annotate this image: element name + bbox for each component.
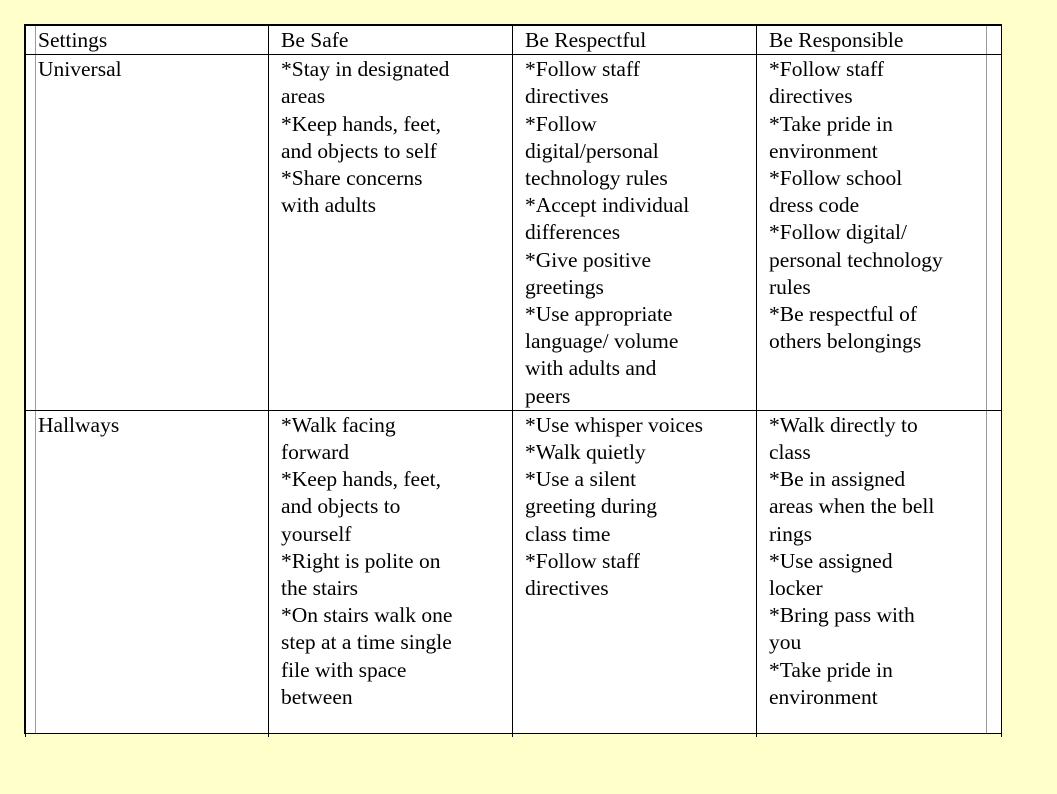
- cell-line: *Use appropriate: [525, 302, 673, 327]
- cell-universal-be-safe: [269, 55, 513, 411]
- cell-line: dress code: [769, 193, 860, 218]
- cell-line: directives: [525, 84, 609, 109]
- cell-line: directives: [525, 576, 609, 601]
- cell-line: differences: [525, 220, 621, 245]
- cell-line: digital/personal: [525, 138, 659, 163]
- cell-line: rings: [769, 521, 812, 546]
- cell-line: *Right is polite on: [281, 548, 441, 573]
- cell-line: *Follow digital/: [769, 220, 907, 245]
- cell-line: between: [281, 684, 353, 709]
- cell-line: you: [769, 630, 802, 655]
- cell-line: areas: [281, 84, 326, 109]
- cell-line: *Stay in designated: [281, 57, 450, 82]
- cell-line: step at a time single: [281, 630, 452, 655]
- header-be-respectful: Be Respectful: [513, 26, 757, 55]
- cell-line: and objects to self: [281, 138, 437, 163]
- cell-line: greeting during: [525, 494, 657, 519]
- cell-line: forward: [281, 440, 350, 465]
- cell-line: peers: [525, 383, 571, 408]
- cell-line: *Follow staff: [769, 57, 884, 82]
- cell-line: greetings: [525, 274, 604, 299]
- cell-line: *Accept individual: [525, 193, 690, 218]
- cell-line: with adults: [281, 193, 376, 218]
- header-settings: Settings: [26, 26, 269, 55]
- cell-hallways-be-respectful: [513, 410, 757, 737]
- cell-line: *Take pride in: [769, 657, 893, 682]
- cell-hallways-be-safe: [269, 410, 513, 737]
- cell-line: class: [769, 440, 811, 465]
- cell-line: *Keep hands, feet,: [281, 111, 441, 136]
- cell-line: class time: [525, 521, 611, 546]
- cell-line: locker: [769, 576, 823, 601]
- cell-line: *Walk quietly: [525, 440, 646, 465]
- cell-line: *Follow school: [769, 166, 903, 191]
- cell-hallways-be-responsible: [757, 410, 1002, 737]
- cell-universal-be-responsible: [757, 55, 1002, 411]
- cell-line: *Follow staff: [525, 548, 640, 573]
- cell-line: *Be in assigned: [769, 467, 906, 492]
- cell-line: *Walk facing: [281, 412, 396, 437]
- setting-hallways: Hallways: [26, 410, 269, 737]
- cell-line: personal technology: [769, 247, 943, 272]
- cell-line: *Give positive: [525, 247, 651, 272]
- cell-line: with adults and: [525, 356, 657, 381]
- cell-line: environment: [769, 684, 878, 709]
- cell-line: *Use a silent: [525, 467, 637, 492]
- table-row-universal: [26, 55, 1002, 411]
- cell-line: *Share concerns: [281, 166, 423, 191]
- header-be-responsible: Be Responsible: [757, 26, 1002, 55]
- table-row-hallways: [26, 410, 1002, 737]
- cell-line: *Bring pass with: [769, 603, 915, 628]
- header-be-safe: Be Safe: [269, 26, 513, 55]
- cell-line: technology rules: [525, 166, 668, 191]
- cell-line: *Keep hands, feet,: [281, 467, 441, 492]
- cell-universal-be-respectful: [513, 55, 757, 411]
- cell-line: *Use assigned: [769, 548, 893, 573]
- cell-line: *On stairs walk one: [281, 603, 453, 628]
- cell-line: environment: [769, 138, 878, 163]
- cell-line: *Be respectful of: [769, 302, 918, 327]
- cell-line: the stairs: [281, 576, 359, 601]
- header-row: [26, 26, 1002, 55]
- cell-line: *Follow staff: [525, 57, 640, 82]
- cell-line: *Follow: [525, 111, 597, 136]
- cell-line: areas when the bell: [769, 494, 935, 519]
- cell-line: directives: [769, 84, 853, 109]
- cell-line: yourself: [281, 521, 352, 546]
- expectations-matrix: [24, 24, 1002, 734]
- cell-line: rules: [769, 274, 811, 299]
- setting-universal: Universal: [26, 55, 269, 411]
- cell-line: and objects to: [281, 494, 401, 519]
- cell-line: others belongings: [769, 329, 922, 354]
- cell-line: *Take pride in: [769, 111, 893, 136]
- behavior-expectations-table: [25, 25, 1002, 737]
- cell-line: *Walk directly to: [769, 412, 918, 437]
- cell-line: file with space: [281, 657, 407, 682]
- cell-line: language/ volume: [525, 329, 679, 354]
- cell-line: *Use whisper voices: [525, 412, 703, 437]
